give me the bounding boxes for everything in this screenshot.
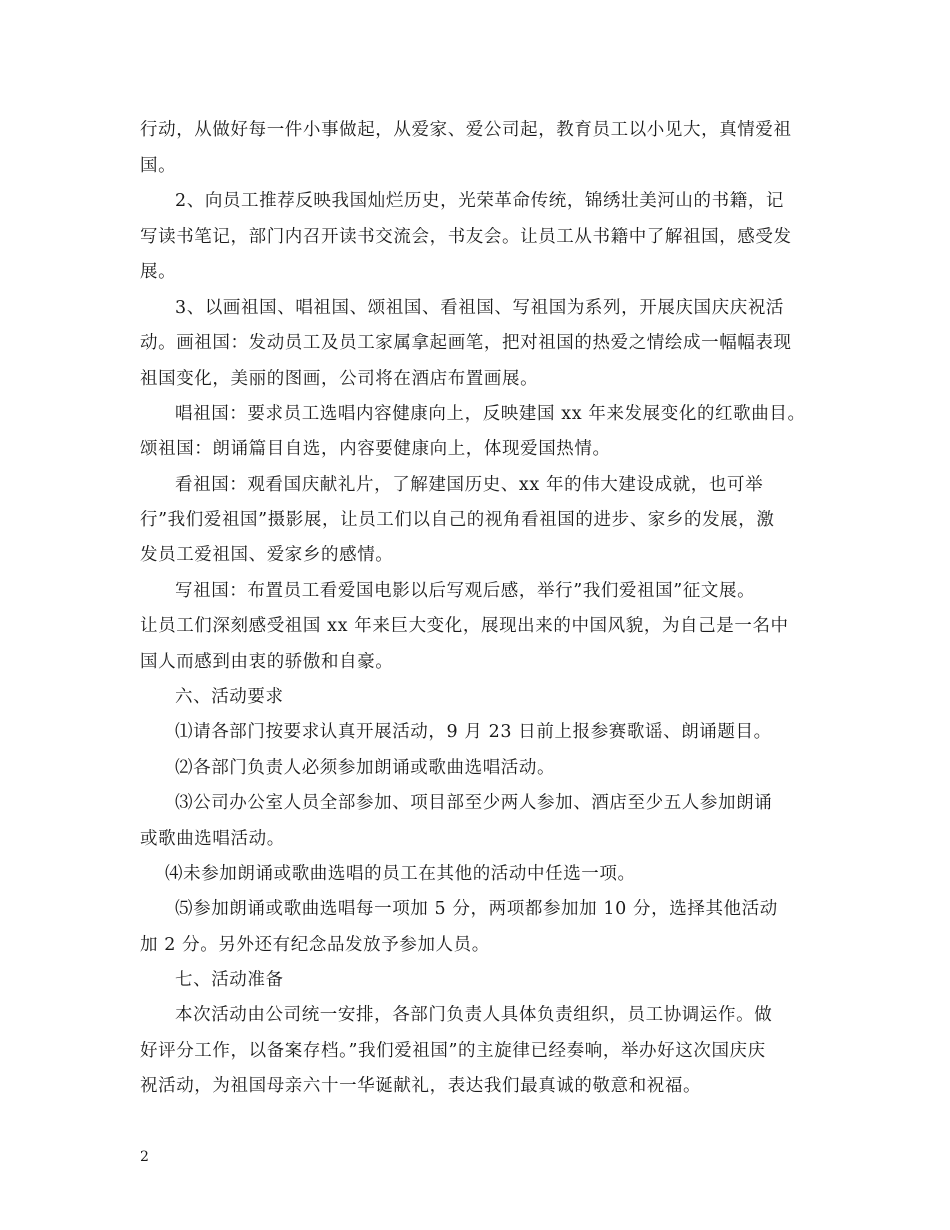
text-line: 或歌曲选唱活动。 (140, 829, 285, 849)
text-line: 看祖国：观看国庆献礼片，了解建国历史、xx 年的伟大建设成就，也可举 (175, 475, 764, 495)
text-line: 写读书笔记，部门内召开读书交流会，书友会。让员工从书籍中了解祖国，感受发 (140, 227, 792, 247)
list-item: ⑵各部门负责人必须参加朗诵或歌曲选唱活动。 (175, 758, 556, 778)
text-line: 国人而感到由衷的骄傲和自豪。 (140, 652, 394, 672)
text-line: 让员工们深刻感受祖国 xx 年来巨大变化，展现出来的中国风貌，为自己是一名中 (140, 616, 789, 636)
text-line: 发员工爱祖国、爱家乡的感情。 (140, 545, 394, 565)
text-line: 唱祖国：要求员工选唱内容健康向上，反映建国 xx 年来发展变化的红歌曲目。 (175, 404, 806, 424)
list-item: ⑶公司办公室人员全部参加、项目部至少两人参加、酒店至少五人参加朗诵 (175, 793, 773, 813)
page-number: 2 (140, 1149, 149, 1165)
list-item: ⑸参加朗诵或歌曲选唱每一项加 5 分，两项都参加加 10 分，选择其他活动 (175, 899, 778, 919)
section-heading: 七、活动准备 (175, 970, 284, 990)
text-line: 动。画祖国：发动员工及员工家属拿起画笔，把对祖国的热爱之情绘成一幅幅表现 (140, 333, 792, 353)
text-line: 写祖国：布置员工看爱国电影以后写观后感，举行”我们爱祖国”征文展。 (175, 581, 756, 601)
text-line: 祝活动，为祖国母亲六十一华诞献礼，表达我们最真诚的敬意和祝福。 (140, 1076, 702, 1096)
section-heading: 六、活动要求 (175, 687, 284, 707)
text-line: 好评分工作，以备案存档。”我们爱祖国”的主旋律已经奏响，举办好这次国庆庆 (140, 1041, 766, 1061)
text-line: 2、向员工推荐反映我国灿烂历史，光荣革命传统，锦绣壮美河山的书籍，记 (175, 191, 785, 211)
text-line: 行”我们爱祖国”摄影展，让员工们以自己的视角看祖国的进步、家乡的发展，激 (140, 510, 775, 530)
list-item: ⑴请各部门按要求认真开展活动，9 月 23 日前上报参赛歌谣、朗诵题目。 (175, 722, 772, 742)
text-line: 展。 (140, 262, 177, 282)
text-line: 行动，从做好每一件小事做起，从爱家、爱公司起，教育员工以小见大，真情爱祖 (140, 120, 792, 140)
text-line: 祖国变化，美丽的图画，公司将在酒店布置画展。 (140, 369, 539, 389)
text-line: 本次活动由公司统一安排，各部门负责人具体负责组织，员工协调运作。做 (175, 1005, 773, 1025)
text-line: 3、以画祖国、唱祖国、颂祖国、看祖国、写祖国为系列，开展庆国庆庆祝活 (175, 298, 785, 318)
text-line: 颂祖国：朗诵篇目自选，内容要健康向上，体现爱国热情。 (140, 439, 611, 459)
text-line: 加 2 分。另外还有纪念品发放予参加人员。 (140, 935, 490, 955)
text-line: 国。 (140, 156, 177, 176)
list-item: ⑷未参加朗诵或歌曲选唱的员工在其他的活动中任选一项。 (165, 864, 636, 884)
